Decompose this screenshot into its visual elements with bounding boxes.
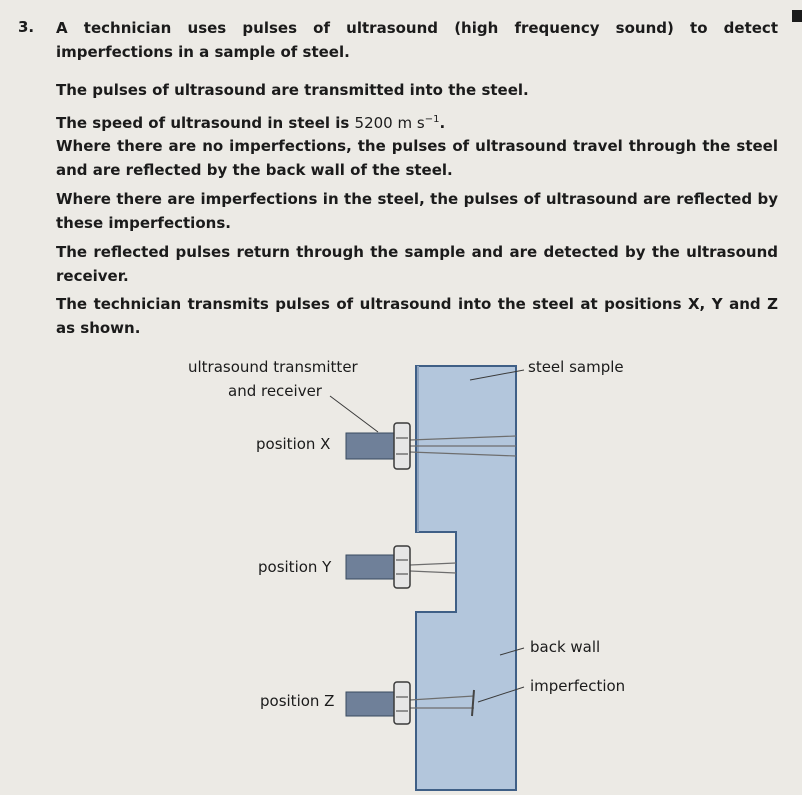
speed-exponent: −1 — [424, 114, 440, 125]
paragraph-no-imperfections: Where there are no imperfections, the pulses of ultrasound travel through the steel and are reflected by the back wall of the steel. — [56, 137, 778, 179]
leader-transmitter — [330, 396, 378, 432]
question-number: 3. — [18, 18, 35, 36]
label-position-y: position Y — [258, 558, 332, 576]
paragraph-transmit: The pulses of ultrasound are transmitted into the steel. — [56, 81, 529, 99]
probe-position-x — [346, 423, 410, 469]
speed-suffix: . — [439, 114, 446, 132]
label-position-x: position X — [256, 435, 331, 453]
label-back-wall: back wall — [530, 638, 601, 656]
label-position-z: position Z — [260, 692, 335, 710]
beam-position-y — [410, 563, 456, 573]
question-intro: A technician uses pulses of ultrasound (high frequency sound) to detect imperfections in a sample of steel. — [56, 19, 778, 61]
paragraph-imperfections: Where there are imperfections in the steel, the pulses of ultrasound are reflected by these imperfections. — [56, 190, 778, 232]
label-transmitter-line1: ultrasound transmitter — [188, 358, 358, 376]
probe-position-z — [346, 682, 410, 724]
steel-sample — [416, 366, 516, 790]
label-imperfection: imperfection — [530, 677, 626, 695]
paragraph-positions: The technician transmits pulses of ultrasound into the steel at positions X, Y and Z as shown. — [56, 295, 778, 337]
speed-prefix: The speed of ultrasound in steel is — [56, 114, 355, 132]
label-steel-sample: steel sample — [528, 358, 624, 376]
probe-position-y — [346, 546, 410, 588]
label-transmitter-line2: and receiver — [228, 382, 322, 400]
speed-unit: m s — [397, 114, 425, 132]
speed-value: 5200 — [354, 114, 393, 132]
paragraph-reflected: The reflected pulses return through the sample and are detected by the ultrasound receiver. — [56, 243, 778, 285]
